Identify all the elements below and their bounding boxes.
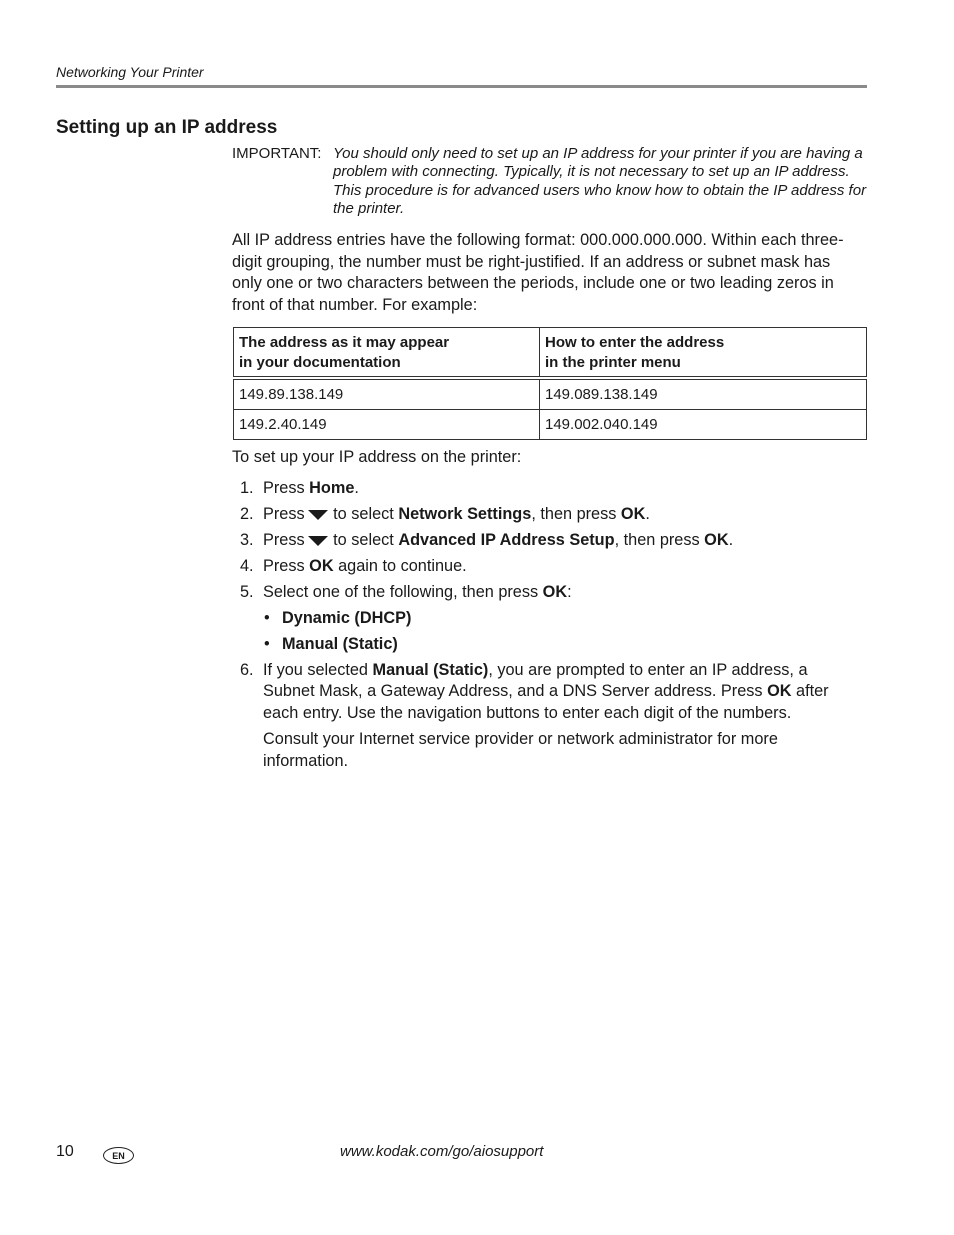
table-cell: 149.2.40.149 <box>234 410 540 440</box>
header-rule <box>56 85 867 88</box>
step-3: 3. Press to select Advanced IP Address Setup, then press OK. <box>240 530 860 552</box>
bullet-icon: • <box>264 634 270 653</box>
step-5: 5. Select one of the following, then press OK: <box>240 582 860 604</box>
step-6: 6. If you selected Manual (Static), you are prompted to enter an IP address, a Subnet Mask, a Gateway Address, and a DNS Server address. Press OK after each entry. Use the navigation buttons to enter each digit of the numbers. <box>240 660 829 723</box>
step-number: 6. <box>240 660 254 679</box>
step-number: 1. <box>240 479 254 497</box>
step-6-note: Consult your Internet service provider or network administrator for more information. <box>263 730 778 770</box>
table-header-row <box>234 328 867 379</box>
intro-paragraph: All IP address entries have the following format: 000.000.000.000. Within each three-digit grouping, the number must be right-justified. If an address or subnet mask has only one or two characters between the periods, include one or two leading zeros in front of that number. For example: <box>232 231 844 314</box>
table-row <box>234 410 867 440</box>
important-text: You should only need to set up an IP address for your printer if you are having a problem with connecting. Typically, it is not necessary to set up an IP address. This procedure is for advanced users who know how to obtain the IP address for the printer. <box>333 145 867 217</box>
page-number: 10 <box>56 1143 74 1160</box>
support-url[interactable]: www.kodak.com/go/aiosupport <box>340 1143 544 1160</box>
down-arrow-icon <box>308 536 328 546</box>
step-4: 4. Press OK again to continue. <box>240 556 860 578</box>
step-2: 2. Press to select Network Settings, then press OK. <box>240 504 860 526</box>
step-number: 2. <box>240 504 254 523</box>
down-arrow-icon <box>308 510 328 520</box>
step-1: 1. Press Home. <box>240 478 860 500</box>
language-badge: EN <box>103 1147 134 1164</box>
running-header: Networking Your Printer <box>56 64 204 80</box>
option-dhcp: • Dynamic (DHCP) <box>240 608 860 630</box>
step-number: 4. <box>240 556 254 575</box>
step-number: 3. <box>240 530 254 549</box>
option-static: • Manual (Static) <box>240 634 860 656</box>
table-header-cell: How to enter the address in the printer menu <box>540 328 867 379</box>
steps-lead: To set up your IP address on the printer: <box>232 448 522 466</box>
table-header-cell: The address as it may appear in your documentation <box>234 328 540 379</box>
table-cell: 149.002.040.149 <box>540 410 867 440</box>
bullet-icon: • <box>264 608 270 627</box>
table-cell: 149.89.138.149 <box>234 378 540 410</box>
table-row <box>234 378 867 410</box>
important-label: IMPORTANT: <box>232 145 322 162</box>
important-note <box>232 145 872 218</box>
ip-format-table <box>233 327 867 440</box>
step-number: 5. <box>240 582 254 601</box>
section-title: Setting up an IP address <box>56 117 278 138</box>
steps-list <box>240 478 860 772</box>
table-cell: 149.089.138.149 <box>540 378 867 410</box>
